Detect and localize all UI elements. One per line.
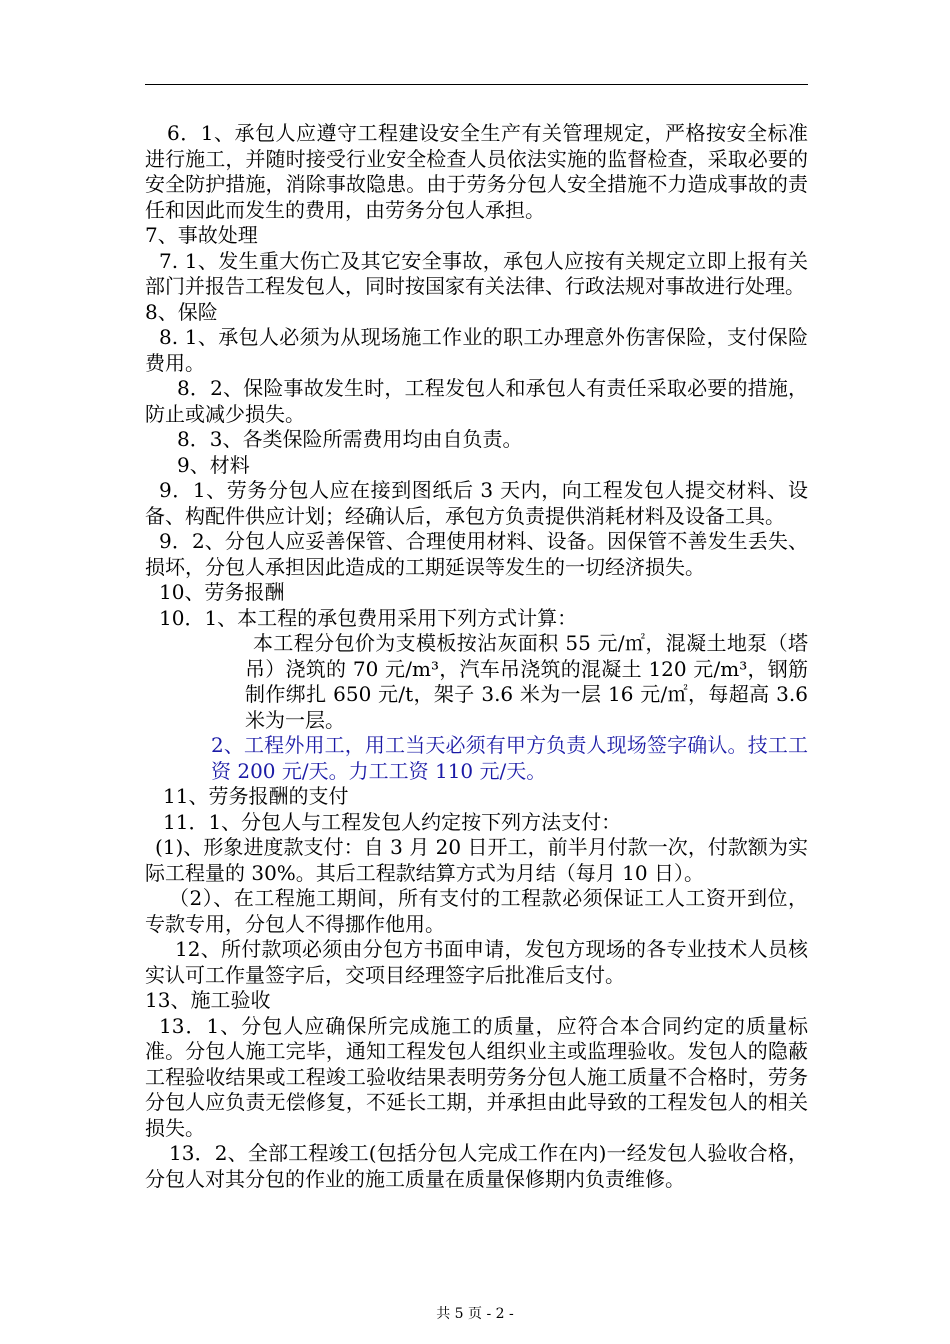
- heading-8: 8、保险: [145, 299, 218, 324]
- paragraph-6-1: 6．1、承包人应遵守工程建设安全生产有关管理规定，严格按安全标准进行施工，并随时接受行业安全检查人员依法实施的监督检查，采取必要的安全防护措施，消除事故隐患。由于劳务分包人安全措施不力造成事故的责任和因此而发生的费用，由劳务分包人承担。: [145, 121, 808, 222]
- heading-7: 7、事故处理: [145, 223, 258, 247]
- heading-11: 11、劳务报酬的支付: [163, 784, 349, 808]
- paragraph-10-1: 10．1、本工程的承包费用采用下列方式计算：: [159, 605, 578, 630]
- paragraph-9-1: 9．1、劳务分包人应在接到图纸后 3 天内，向工程发包人提交材料、设备、构配件供应计划；经确认后，承包方负责提供消耗材料及设备工具。: [145, 478, 808, 528]
- paragraph-11-1: 11．1、分包人与工程发包人约定按下列方法支付：: [163, 809, 622, 834]
- heading-10: 10、劳务报酬: [159, 580, 285, 604]
- paragraph-7-1: 7. 1、发生重大伤亡及其它安全事故，承包人应按有关规定立即上报有关部门并报告工程发包人，同时按国家有关法律、行政法规对事故进行处理。: [145, 248, 808, 298]
- paragraph-8-2: 8．2、保险事故发生时，工程发包人和承包人有责任采取必要的措施，防止或减少损失。: [145, 376, 808, 426]
- page-footer: 共 5 页 - 2 -: [436, 1306, 514, 1322]
- paragraph-8-3: 8．3、各类保险所需费用均由自负责。: [177, 427, 523, 451]
- paragraph-13-1: 13．1、分包人应确保所完成施工的质量，应符合本合同约定的质量标准。分包人施工完毕，通知工程发包人组织业主或监理验收。发包人的隐蔽工程验收结果或工程竣工验收结果表明劳务分包人施工质量不合格时，劳务分包人应负责无偿修复，不延长工期，并承担由此导致的工程发包人的相关损失。: [145, 1013, 808, 1140]
- paragraph-10-2: 2、工程外用工，用工当天必须有甲方负责人现场签字确认。技工工资 200 元/天。力工工资 110 元/天。: [211, 733, 808, 783]
- paragraph-11-1a: (1)、形象进度款支付：自 3 月 20 日开工，前半月付款一次，付款额为实际工程量的 30%。其后工程款结算方式为月结（每月 10 日）。: [145, 835, 808, 885]
- paragraph-12: 12、所付款项必须由分包方书面申请，发包方现场的各专业技术人员核实认可工作量签字后，交项目经理签字后批准后支付。: [145, 937, 808, 987]
- document-body: [145, 121, 808, 1192]
- heading-13: 13、施工验收: [145, 988, 271, 1012]
- header-rule: [145, 84, 808, 85]
- paragraph-13-2: 13．2、全部工程竣工(包括分包人完成工作在内)一经发包人验收合格，分包人对其分包的作业的施工质量在质量保修期内负责维修。: [145, 1141, 808, 1191]
- paragraph-10-price: 本工程分包价为支模板按沾灰面积 55 元/㎡，混凝土地泵（塔吊）浇筑的 70 元/m³，汽车吊浇筑的混凝土 120 元/m³，钢筋制作绑扎 650 元/t，架子 3.6 米为一层 16 元/㎡，每超高 3.6 米为一层。: [245, 631, 808, 732]
- paragraph-9-2: 9．2、分包人应妥善保管、合理使用材料、设备。因保管不善发生丢失、损坏，分包人承担因此造成的工期延误等发生的一切经济损失。: [145, 529, 808, 579]
- paragraph-8-1: 8. 1、承包人必须为从现场施工作业的职工办理意外伤害保险，支付保险费用。: [145, 325, 808, 375]
- heading-9: 9、材料: [177, 452, 250, 477]
- paragraph-11-1b: （2）、在工程施工期间，所有支付的工程款必须保证工人工资开到位，专款专用，分包人不得挪作他用。: [145, 886, 808, 936]
